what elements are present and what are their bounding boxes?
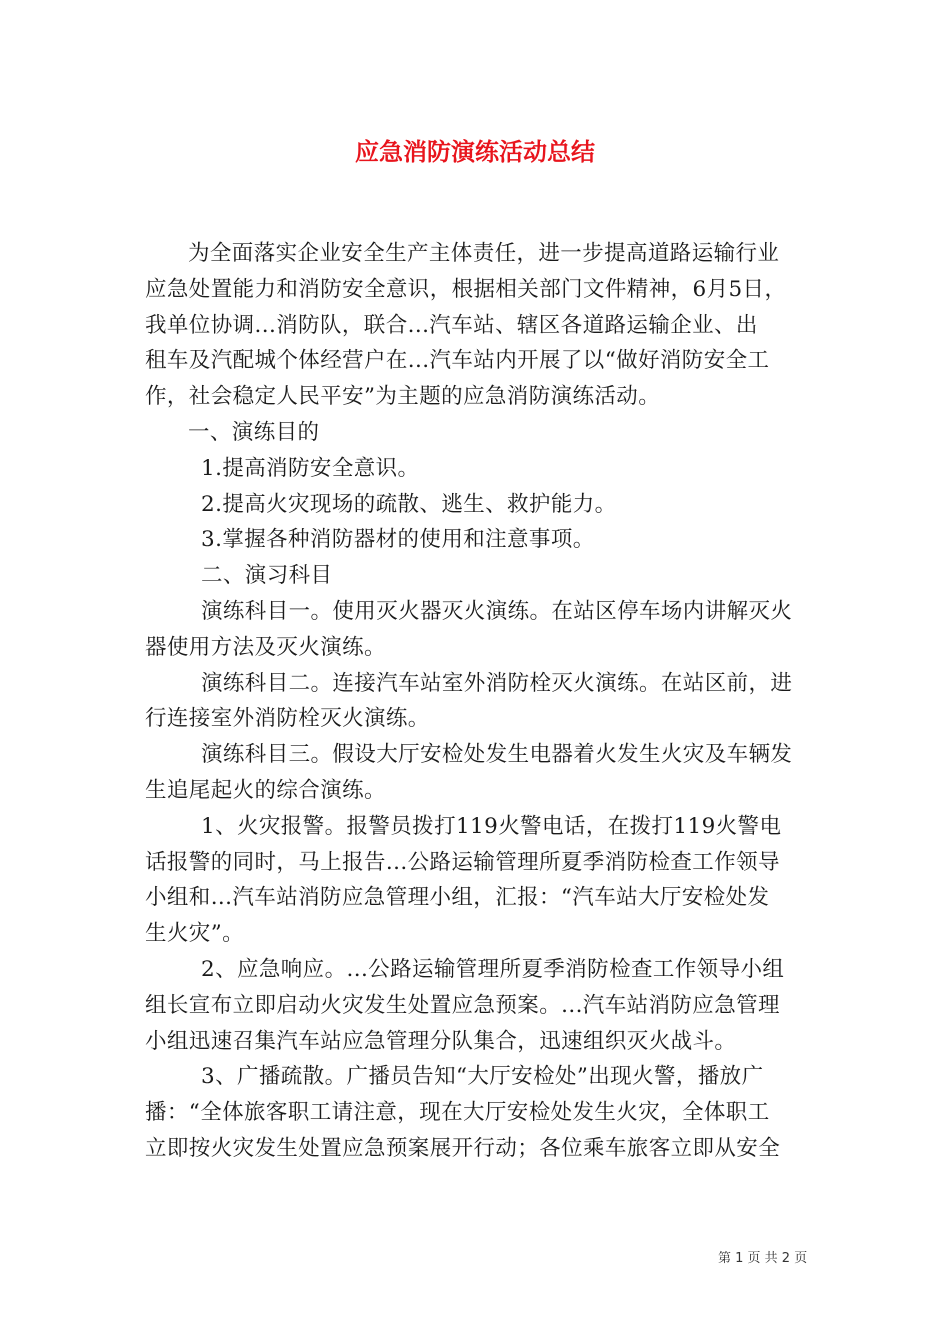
text-line: 1、火灾报警。报警员拨打119火警电话，在拨打119火警电 [201, 813, 782, 839]
text-line: 1.提高消防安全意识。 [201, 455, 420, 481]
text-line: 话报警的同时，马上报告...公路运输管理所夏季消防检查工作领导 [145, 849, 780, 875]
text-line: 演练科目一。使用灭火器灭火演练。在站区停车场内讲解灭火 [201, 598, 793, 624]
text-line: 行连接室外消防栓灭火演练。 [145, 706, 430, 732]
text-line: 2.提高火灾现场的疏散、逃生、救护能力。 [201, 491, 617, 517]
text-line: 3.掌握各种消防器材的使用和注意事项。 [201, 527, 595, 553]
text-line: 立即按火灾发生处置应急预案展开行动；各位乘车旅客立即从安全 [145, 1135, 781, 1161]
text-line: 播：“全体旅客职工请注意，现在大厅安检处发生火灾，全体职工 [145, 1100, 770, 1126]
text-line: 演练科目三。假设大厅安检处发生电器着火发生火灾及车辆发 [201, 742, 793, 768]
document-title: 应急消防演练活动总结 [355, 138, 595, 166]
text-line: 小组迅速召集汽车站应急管理分队集合，迅速组织灭火战斗。 [145, 1028, 737, 1054]
document-body [145, 236, 815, 1167]
text-line: 作，社会稳定人民平安”为主题的应急消防演练活动。 [145, 384, 661, 410]
text-line: 小组和...汽车站消防应急管理小组，汇报：“汽车站大厅安检处发 [145, 885, 770, 911]
text-line: 器使用方法及灭火演练。 [145, 634, 386, 660]
page-indicator: 第 1 页 共 2 页 [718, 1251, 808, 1266]
text-line: 生火灾”。 [145, 921, 244, 947]
text-line: 组长宣布立即启动火灾发生处置应急预案。...汽车站消防应急管理 [145, 992, 780, 1018]
text-line: 3、广播疏散。广播员告知“大厅安检处”出现火警，播放广 [201, 1064, 764, 1090]
text-line: 生追尾起火的综合演练。 [145, 777, 386, 803]
text-line: 演练科目二。连接汽车站室外消防栓灭火演练。在站区前，进 [201, 670, 793, 696]
text-line: 我单位协调...消防队，联合...汽车站、辖区各道路运输企业、出 [145, 312, 758, 338]
text-line: 二、演习科目 [201, 563, 333, 589]
text-line: 租车及汽配城个体经营户在...汽车站内开展了以“做好消防安全工 [145, 348, 770, 374]
text-line: 应急处置能力和消防安全意识，根据相关部门文件精神，6月5日， [145, 276, 787, 302]
text-line: 2、应急响应。...公路运输管理所夏季消防检查工作领导小组 [201, 956, 785, 982]
text-line: 为全面落实企业安全生产主体责任，进一步提高道路运输行业 [188, 241, 780, 266]
text-line: 一、演练目的 [188, 419, 320, 445]
